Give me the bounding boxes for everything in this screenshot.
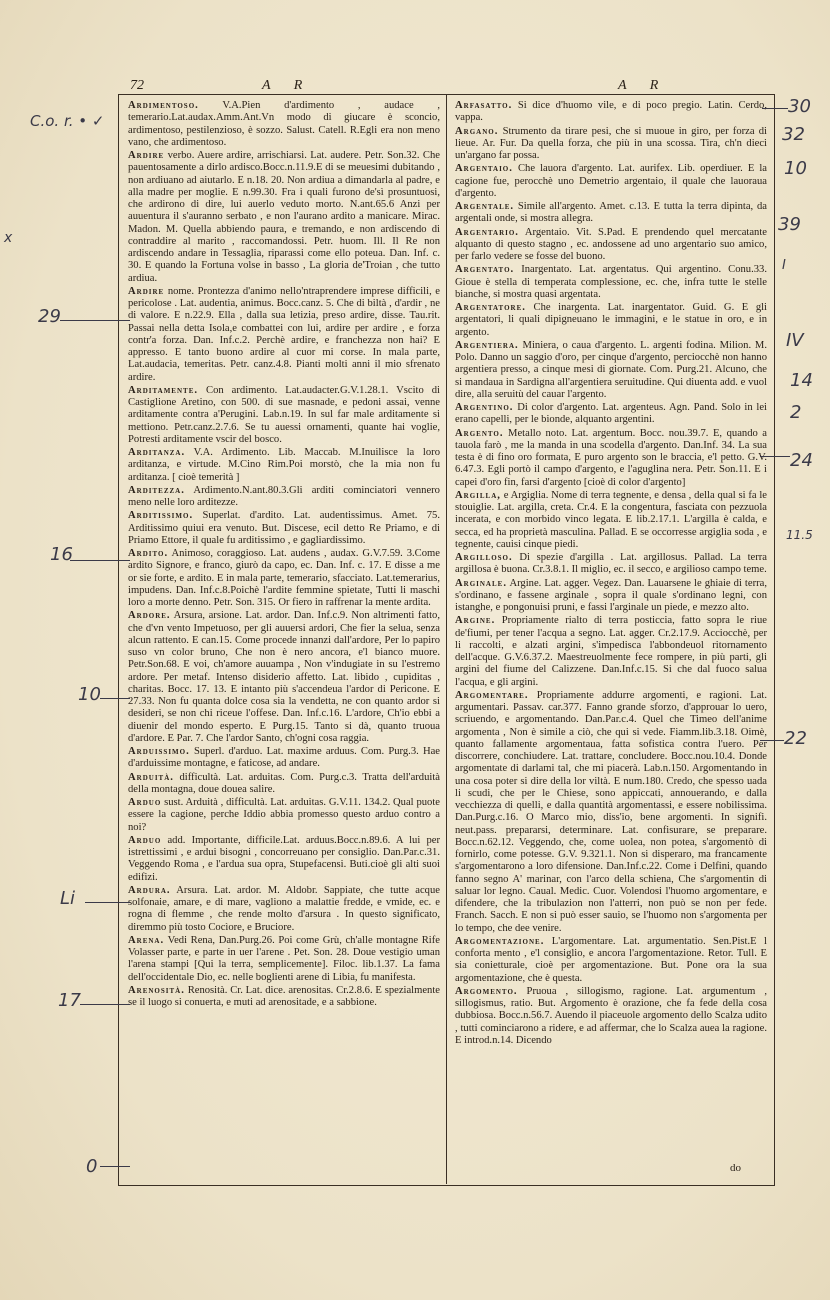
pen-stroke xyxy=(80,1004,130,1005)
entry-headword: Arditanza. xyxy=(128,447,186,458)
page-number: 72 xyxy=(130,78,144,93)
margin-note: 16 xyxy=(50,544,73,565)
entry-text: V.A. Ardimento. Lib. Maccab. M.Inuilisce la loro arditanza, e virtude. M.Cino Rim.Poi morstò, che la mia non fu arditanza. [ cioè temerità ] xyxy=(128,447,440,483)
entry-headword: Argine. xyxy=(455,615,496,627)
dictionary-entry xyxy=(128,100,440,149)
running-head-right: A R xyxy=(618,78,669,93)
entry-text: difficultà. Lat. arduitas. Com. Purg.c.3. Tratta dell'arduità della montagna, doue douea salire. xyxy=(128,771,440,795)
entry-headword: Arduissimo. xyxy=(128,746,190,757)
margin-note: Li xyxy=(60,888,76,909)
entry-text: sust. Arduità , difficultà. Lat. arduitas. G.V.11. 134.2. Qual puote essere la cagione, perche Iddio abbia promesso questo arduo contro a noi? xyxy=(128,797,440,833)
entry-text: Vedi Rena, Dan.Purg.26. Poi come Grù, ch'alle montagne Rife Volasser parte, e parte in uer l'arene . Pet. Son. 28. Doue vestigio uman l'arena stampi [Qui la terra, semplicemente]. Filoc. lib.1.37. La fama dell'occidentale Dio, ec. nelle boglienti arene di Libia, fu manifesta. xyxy=(128,934,440,983)
entry-text: Propriamente addurre argomenti, e ragioni. Lat. argumentari. Passav. car.377. Fanno grande sforzo, d'approuar lo uero, scriuendo, e argomentando. Dan.Par.c.4. Quel che Timeo dell'anime argomenta , Non è simile a ciò, che qui si vede. Fiamm.lib.3.18. Oimè, quanto fallamente argomentaua, fatta sofistica contra l'uero. Per discorrere, conchiudere. Lat. trattare, concludere. Bocc.nou.10.4. Donde argomentate di darlami tal, che mi piacerà. Lab.n.150. Argomentando in una cosa poter si dire della lor viltà. E num.180. Credo, che spesso uada li scudi, che per le Chiese, sono appiccati, annouerando, e dalla vecchiezza di quelli, e dalla quantità argomentassi, e essere nobilissima. Dan.Purg.c.16. O Marco mio, diss'io, bene argomenti. In signifi. neut.pass. prepararsi, determinare. Lat. confisurare, se preparare. Bocc.n.62.12. Veggendo, che, come uolea, non potea, s'argomentò di fornirlo, come potesse. G.V. 9.321.1. Non si disperaro, ma francamente s'argomentarono a loro difensione. Dan.Inf.c.22. Come i Delfini, quando fanno segno A' marinar, con l'arco della schiena, Che s'argomentin di saluar lor legno. Caual. Medic. Cuor. Volendosi l'huomo argomentare, e difendere, che la tribulazion non l'atterri, non può se non per fede. Franch. Sacch. E non si può esser sauio, se l'huomo non s'argomenta per lo tempo, che dee venire. xyxy=(455,689,767,934)
dictionary-entry xyxy=(128,797,440,834)
entry-text: Ardimento.N.ant.80.3.Gli arditi cominciatori vennero meno nelle loro arditezze. xyxy=(128,484,440,508)
margin-note: 24 xyxy=(790,450,813,471)
dictionary-entry xyxy=(455,402,767,427)
pen-stroke xyxy=(760,740,784,741)
entry-text: verbo. Auere ardire, arrischiarsi. Lat. audere. Petr. Son.32. Che pauentosamente a dirlo ardisco.Bocc.n.11.9.E di se meuesimi dubitando , non ardiuano ad aiutarlo. E n.18. 20. Non ardiua a dimandarla al padre, e alla madre per moglie. E n.99.30. Fra i quali furono de'sì prosuntuosi, che ardirono di dire, lui auerlo veduto morto. N.ant.65.6 Anzi per auuentura il s'auranno serbato , e non l'aurano ardito a manicare. Mirac. Madon. M. Quella abbiendo paura, e tremando, e non ardiscendo di contraddire al marito , raccomandossi. Petr. huom. Ill. Il Re non ardiscendo andare in Tessaglia, riparassi come ello poteua. Dan. Inf. c. 30. E quando la Fortuna volse in basso , La gloria de'Troian , che tutto ardiua. xyxy=(128,150,440,284)
pen-stroke xyxy=(85,902,130,903)
pen-stroke xyxy=(100,1166,130,1167)
entry-headword: Arditezza. xyxy=(128,484,185,496)
dictionary-entry xyxy=(128,746,440,771)
margin-note: 32 xyxy=(782,124,805,145)
entry-headword: Ardire xyxy=(128,150,165,161)
entry-headword: Argento. xyxy=(455,427,504,439)
entry-headword: Argentario. xyxy=(455,226,519,238)
entry-headword: Argentato. xyxy=(455,264,515,276)
dictionary-entry xyxy=(455,578,767,615)
margin-note: 22 xyxy=(784,728,807,749)
margin-note: I xyxy=(782,258,786,273)
entry-text: Propriamente rialto di terra posticcia, fatto sopra le riue de'fiumi, per tener l'acqua a segno. Lat. agger. Cr.2.17.9. Acciocchè, per li raccolti, e alzati argini, s'impedisca l'abbondeuol ritornamento dell'acque. G.V.6.37.2. Maestreuolmente fece rompere, in più parti, gli argini del fiume del Calizzene. Dan.Inf.c.15. Si che dal fuoco salua l'acqua, e gli argini. xyxy=(455,615,767,688)
margin-note: x xyxy=(4,230,13,246)
entry-headword: Arenosità. xyxy=(128,984,185,996)
dictionary-entry xyxy=(128,985,440,1010)
entry-headword: Argentino. xyxy=(455,402,514,413)
entry-headword: Arginale. xyxy=(455,577,507,589)
entry-text: Arsura. Lat. ardor. M. Aldobr. Sappiate, che tutte acque solfonaie, amare, e di mare, vagliono a malattie fredde, e vmide, ec. e rogna di flemme , che rende molto d'arsura . In questo significato, diremmo più tosto Cocìore, e Bruciore. xyxy=(128,884,440,933)
entry-headword: Argentatore. xyxy=(455,302,526,313)
dictionary-entry xyxy=(455,490,767,551)
margin-note: 2 xyxy=(790,402,802,423)
dictionary-entry xyxy=(128,150,440,285)
entry-text: V.A.Pien d'ardimento , audace , temerario.Lat.audax.Amm.Ant.Vn modo di giucare è sconcio, ardimentoso, pestilenzioso, è sozzo. Salust. Catell. R.Egli era non meno vano, che ardimentoso. xyxy=(128,100,440,148)
entry-headword: Argomento. xyxy=(455,985,518,997)
entry-headword: Argano. xyxy=(455,125,499,137)
entry-text: Inargentato. Lat. argentatus. Qui argentino. Conu.33. Gioue è stella di temperata complessione, ec. che, infra tutte le stelle bianche, si mostra quasi argentata. xyxy=(455,264,767,300)
catchword: do xyxy=(730,1162,741,1174)
entry-headword: Ardura. xyxy=(128,884,171,896)
dictionary-entry xyxy=(128,835,440,884)
dictionary-entry xyxy=(455,552,767,577)
entry-text: Renosità. Cr. Lat. dice. arenositas. Cr.2.8.6. E spezialmente se il luogo si conuerta, e muti ad arenositade, e a sabbione. xyxy=(128,984,440,1008)
margin-note: 0 xyxy=(86,1156,98,1177)
pen-stroke xyxy=(762,108,788,109)
entry-headword: Arfasatto. xyxy=(455,100,513,111)
entry-headword: Arduità. xyxy=(128,771,174,783)
pen-stroke xyxy=(100,698,130,699)
dictionary-entry xyxy=(455,302,767,339)
margin-note: 11.5 xyxy=(786,528,813,542)
entry-text: Miniera, o caua d'argento. L. argenti fodina. Milion. M. Polo. Danno un saggio d'oro, per cinque d'argento, perciocchè non hanno argentiera presso, a cinque mesi di giornate. Com. Purg.21. Alcuno, che si mandaua in Sardigna all'argentiera seruitudine. Qui diuenta add. e vuol dire, alla seruitù del cauar l'argento. xyxy=(455,339,767,400)
column-divider xyxy=(446,94,447,1184)
entry-headword: Argilla, xyxy=(455,489,501,501)
entry-headword: Ardore. xyxy=(128,610,171,622)
entry-headword: Arditissimo. xyxy=(128,510,194,522)
dictionary-entry xyxy=(128,510,440,547)
entry-headword: Argilloso. xyxy=(455,552,513,563)
margin-note: C.o. r. • ✓ xyxy=(30,112,105,130)
entry-text: Strumento da tirare pesi, che si muoue in giro, per forza di lieue. Ar. Fur. Da quella forza, che più in una scossa. Tira, ch'n dieci un'argano far possa. xyxy=(455,125,767,161)
dictionary-entry xyxy=(455,615,767,689)
entry-text: add. Importante, difficile.Lat. arduus.Bocc.n.89.6. A lui per istrettissimi , e ardui bisogni , concorreuano per consiglio. Dan.Par.c.31. Veggendo Roma , e l'ardua sua opra, Stupefacensi. Buti.cioè gli alti suoi edifizi. xyxy=(128,834,440,883)
dictionary-entry xyxy=(128,885,440,934)
running-head-left: A R xyxy=(262,78,313,93)
margin-note: 14 xyxy=(790,370,813,391)
entry-text: Animoso, coraggioso. Lat. audens , audax. G.V.7.59. 3.Come ardito Signore, e franco, giurò da capo, ec. Dan. Inf. c. 17. E disse a me or sie forte, e ardito. E in mala parte, temerario, sfacciato. Lat.temerarius, impudens. Dan. Inf.c.8.Poichè l'ardite femmine spietate, Tutti li maschi loro a morte denno. Petr. Son. 315. Or fiero in raffrenar la mente ardita. xyxy=(128,548,440,608)
dictionary-entry xyxy=(455,126,767,163)
dictionary-entry xyxy=(455,264,767,301)
entry-headword: Arduo xyxy=(128,797,162,808)
pen-stroke xyxy=(60,320,130,321)
margin-note: 39 xyxy=(778,214,801,235)
entry-text: L'argomentare. Lat. argumentatio. Sen.Pist.E l conforta mento , e'l consiglio, e ancora l'argomentazione. Retor. Tull. E sia conietturale, cioè per argomentazione. But. Pone ora la sua argomentazione, che è questa. xyxy=(455,935,767,984)
margin-note: 17 xyxy=(58,990,81,1011)
entry-headword: Argentiera. xyxy=(455,339,519,351)
dictionary-entry xyxy=(455,100,767,125)
dictionary-entry xyxy=(455,936,767,985)
dictionary-entry xyxy=(455,227,767,264)
entry-text: Che lauora d'argento. Lat. aurifex. Lib. operdiuer. E la cagione fue, perocchè uno Demetrio argentaio, il quale che lauoraua d'argento. xyxy=(455,163,767,199)
dictionary-entry xyxy=(455,201,767,226)
dictionary-entry xyxy=(128,286,440,384)
dictionary-entry xyxy=(455,986,767,1047)
entry-text: Argine. Lat. agger. Vegez. Dan. Lauarsene le ghiaie di terra, s'ordinano, e fassene arginale , sopra il quale s'ordinano legni, con istanghe, e pongonuisi pruni, e fassi l'arginale un piede, e mezzo alto. xyxy=(455,577,767,613)
pen-stroke xyxy=(70,560,130,561)
entry-headword: Ardito. xyxy=(128,548,169,559)
dictionary-entry xyxy=(128,772,440,797)
dictionary-entry xyxy=(128,447,440,484)
dictionary-entry xyxy=(128,935,440,984)
entry-text: Argentaio. Vit. S.Pad. E prendendo quel mercatante alquanto di questo stagno , ec. andossene ad uno argentario suo amico, per farlo vedere se fosse del buono. xyxy=(455,226,767,262)
dictionary-entry xyxy=(128,548,440,609)
dictionary-entry xyxy=(128,385,440,446)
dictionary-entry xyxy=(455,340,767,401)
entry-headword: Arduo xyxy=(128,834,162,846)
entry-text: Superl. d'arduo. Lat. maxime arduus. Com. Purg.3. Hae d'arduissime montagne, e faticose, ad andare. xyxy=(128,746,440,770)
dictionary-entry xyxy=(455,163,767,200)
entry-text: Con ardimento. Lat.audacter.G.V.1.28.1. Vscito di Castiglione Aretino, con 500. di sue masnade, e pedoni assai, venne arditamente contra a'Perugini. Lab.n.19. In sul far male arditamente si mettiono. Petr.canz.2.7.6. Se tu auessi ornamenti, quante hai voglie, Potresti arditamente vscir del bosco. xyxy=(128,384,440,445)
entry-headword: Arditamente. xyxy=(128,384,199,396)
entry-headword: Ardire xyxy=(128,285,165,297)
entry-headword: Ardimentoso. xyxy=(128,100,199,111)
margin-note: 10 xyxy=(78,684,101,705)
margin-note: 29 xyxy=(38,306,61,327)
margin-note: 30 xyxy=(788,96,811,117)
entry-headword: Argomentare. xyxy=(455,689,529,701)
entry-headword: Argentale. xyxy=(455,201,515,212)
entry-headword: Argentaio. xyxy=(455,163,513,175)
right-column xyxy=(455,100,767,1180)
dictionary-entry xyxy=(455,690,767,935)
entry-text: Pruoua , sillogismo, ragione. Lat. argumentum , sillogismus, ratio. But. Argomento è orazione, che fa fede della cosa dubbiosa. Bocc.n.56.7. Auendo il piaceuole argomento dello Scalza udito , tutti cominciarono a ridere, e ad affermar, che lo Scalza auea la ragione. E introd.n.14. Dicendo xyxy=(455,985,767,1046)
entry-text: nome. Prontezza d'animo nello'ntraprendere imprese difficili, e pericolose . Lat. audentia, animus. Bocc.canz. 5. Che di biltà , d'ardir , ne di valore. E n.22.9. Ella , dalla sua letizia, preso ardire, disse. Tau.rit. Passai nella detta Isola,e combattei con lui, ardire per ardire , e forza contr'a forza. Dan. Inf.c.2. Perchè ardire, e franchezza non hai? E appresso. E tanto buono ardire al cuor mi corse. In mala parte, Lat.audacia, temeritas. Petr. canz.4.8. Pianti molti anni il mio sfrenato ardire. xyxy=(128,285,440,383)
margin-note: 10 xyxy=(784,158,807,179)
entry-text: Che inargenta. Lat. inargentator. Guid. G. E gli argentatori, li quali dipigneuano le immagini, e le statue in oro, e in argento. xyxy=(455,302,767,338)
entry-text: Metallo noto. Lat. argentum. Bocc. nou.39.7. E, quando a tauola farò , me la manda in una scodella d'argento. Dan.Inf. 34. La sua testa è di fino oro formata, E puro argento son le braccia, e'l petto. G.V. 6.47.3. Egli portò il campo d'argento, e l'aguglina nera. Petr. Son.11. E i capei d'oro fin, farsi d'argento [cioè di color d'argento] xyxy=(455,427,767,488)
entry-text: e Argiglia. Nome di terra tegnente, e densa , della qual si fa le stouiglie. Lat. argilla, creta. Cr.4. E la congentura, fasciata con pezzuola incerata, e con morbido vinco legata. E lib.2.17.1. L'argilla è calda, e secca, ed ha proprietà masculina. Pallad. E se occorresse argiglia soda , e tegnente, cauisi cinque piedi. xyxy=(455,489,767,550)
entry-text: Superlat. d'ardito. Lat. audentissimus. Amet. 75. Arditissimo quiui era venuto. But. Discese, ecil detto Re Priamo, e di Priamo Ettore, il quale fu arditissimo , e gagliardissimo. xyxy=(128,510,440,546)
entry-headword: Argomentazione. xyxy=(455,935,545,947)
left-column xyxy=(128,100,440,1180)
entry-text: Di color d'argento. Lat. argenteus. Agn. Pand. Solo in lei erano capelli, per le bionde, alquanto argentini. xyxy=(455,402,767,426)
dictionary-entry xyxy=(455,428,767,489)
pen-stroke xyxy=(760,456,790,457)
dictionary-entry xyxy=(128,610,440,745)
entry-text: Di spezie d'argilla . Lat. argillosus. Pallad. La terra argillosa è buona. Cr.3.8.1. Il miglio, ec. il secco, e argilioso campo teme. xyxy=(455,552,767,576)
entry-text: Simile all'argento. Amet. c.13. E tutta la terra dipinta, da argentali onde, si mostra allegra. xyxy=(455,201,767,225)
dictionary-entry xyxy=(128,485,440,510)
entry-headword: Arena. xyxy=(128,934,165,946)
entry-text: Arsura, arsione. Lat. ardor. Dan. Inf.c.9. Non altrimenti fatto, che d'vn vento Impetuoso, per gli auuersi ardori, Che fier la selua, senza alcun rattento. E can.15. Come procede innanzi dall'ardore, Per lo papiro suso vn color bruno, Che non è nero ancora, e'l bianco muore. Petr.Son.68. E voi, ch'amore auuampa , Non v'indugiate in su l'estremo ardore. Per metaf. Intenso disiderio affetto. Lat. libido , cupiditas , charitas. Bocc. 17. 13. E intanto più s'accendeua l'ardor di Pericone. E 27.33. Non fu quanta dolce cosa sia la vendetta, ne con quanto ardor si desideri, se non chi riceue l'offese. Dan. Inf.c.16. L'ardore, Ch'io ebbi a diuenir del mondo esperto. E Purg.15. Tanto si dà, quanto truoua d'ardore. E Par. 7. Che l'ardor Santo, ch'ogni cosa raggia. xyxy=(128,610,440,744)
margin-note: IV xyxy=(786,330,804,351)
entry-text: Si dice d'huomo vile, e di poco pregio. Latin. Cerdo, vappa. xyxy=(455,100,767,124)
